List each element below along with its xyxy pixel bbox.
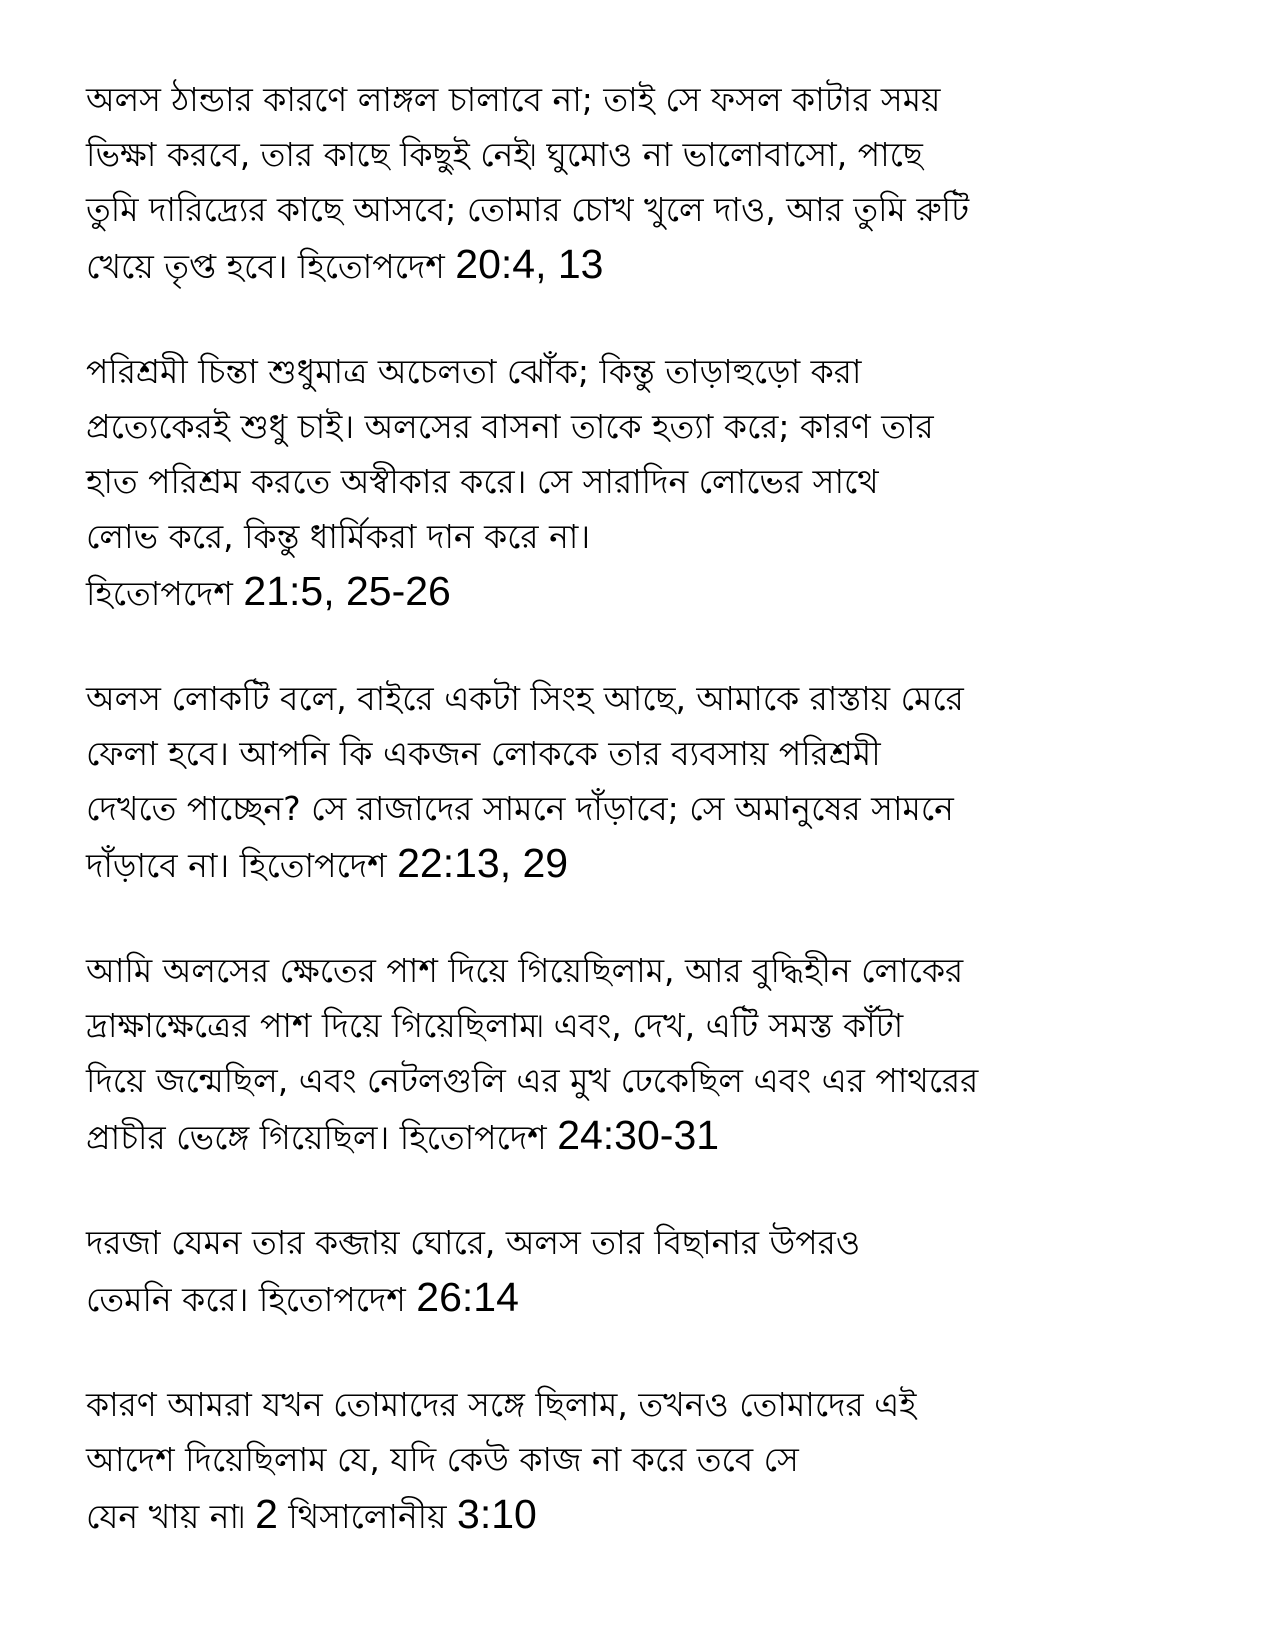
passage-text [86,943,1196,1165]
passage-text [86,671,1196,893]
document-page [86,72,1196,1594]
verse-reference: 24:30-31 [557,1112,720,1158]
verse-reference: 26:14 [416,1274,519,1320]
book-name: থিসালোনীয় [277,1497,458,1536]
verse-text: আমি অলসের ক্ষেতের পাশ দিয়ে গিয়েছিলাম, আর বুদ্ধিহীন লোকের দ্রাক্ষাক্ষেত্রের পাশ দিয়ে গিয়েছিলাম৷ এবং, দেখ, এটি সমস্ত কাঁটা দিয়ে জন্মেছিল, এবং নেটলগুলি এর মুখ ঢেকেছিল এবং এর পাথরের প্রাচীর ভেঙ্গে গিয়েছিল। হিতোপদেশ [86,951,979,1157]
verse-text: কারণ আমরা যখন তোমাদের সঙ্গে ছিলাম, তখনও তোমাদের এই আদেশ দিয়েছিলাম যে, যদি কেউ কাজ না করে তবে সে যেন খায় না৷ [86,1385,917,1536]
passage-1 [86,72,1196,294]
verse-text: দরজা যেমন তার কব্জায় ঘোরে, অলস তার বিছানার উপরও তেমনি করে। হিতোপদেশ [86,1223,861,1319]
passage-text [86,1377,1196,1544]
passage-2 [86,344,1196,621]
verse-reference: 21:5, 25-26 [243,568,451,614]
verse-reference: 3:10 [457,1491,537,1537]
verse-reference: 22:13, 29 [397,840,569,886]
passage-4 [86,943,1196,1165]
passage-6 [86,1377,1196,1544]
book-number: 2 [255,1491,278,1537]
passage-5 [86,1215,1196,1327]
passage-text [86,72,1196,294]
verse-reference: 20:4, 13 [455,241,604,287]
passage-3 [86,671,1196,893]
passage-text [86,1215,1196,1327]
passage-text [86,344,1196,621]
verse-text: অলস লোকটি বলে, বাইরে একটা সিংহ আছে, আমাকে রাস্তায় মেরে ফেলা হবে। আপনি কি একজন লোককে তার ব্যবসায় পরিশ্রমী দেখতে পাচ্ছেন? সে রাজাদের সামনে দাঁড়াবে; সে অমানুষের সামনে দাঁড়াবে না। হিতোপদেশ [86,679,964,885]
verse-text: পরিশ্রমী চিন্তা শুধুমাত্র অচেলতা ঝোঁক; কিন্তু তাড়াহুড়ো করা প্রত্যেকেরই শুধু চাই। অলসের বাসনা তাকে হত্যা করে; কারণ তার হাত পরিশ্রম করতে অস্বীকার করে। সে সারাদিন লোভের সাথে লোভ করে, কিন্তু ধার্মিকরা দান করে না। হিতোপদেশ [86,352,934,613]
verse-text: অলস ঠান্ডার কারণে লাঙ্গল চালাবে না; তাই সে ফসল কাটার সময় ভিক্ষা করবে, তার কাছে কিছুই নেই৷ ঘুমোও না ভালোবাসো, পাছে তুমি দারিদ্র্যের কাছে আসবে; তোমার চোখ খুলে দাও, আর তুমি রুটি খেয়ে তৃপ্ত হবে। হিতোপদেশ [86,80,970,286]
